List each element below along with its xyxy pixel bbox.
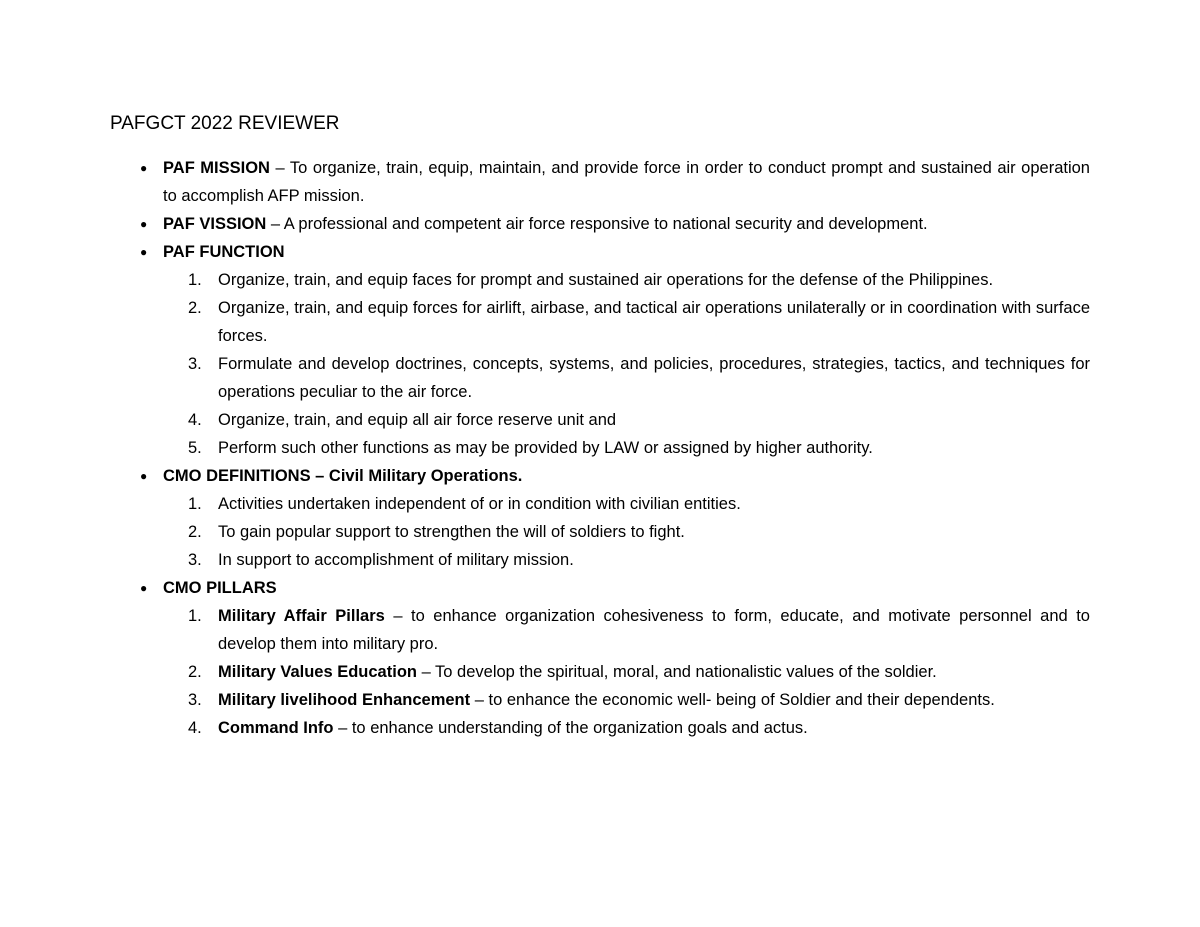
cmo-definitions-term: CMO DEFINITIONS – Civil Military Operations. bbox=[163, 467, 523, 485]
bullet-list bbox=[110, 154, 1090, 742]
list-item: 1. Activities undertaken independent of or in condition with civilian entities. bbox=[188, 495, 741, 513]
list-item: 4. Organize, train, and equip all air force reserve unit and bbox=[188, 411, 617, 429]
bullet-item-vision bbox=[110, 210, 1090, 238]
mission-term: PAF MISSION bbox=[163, 159, 270, 177]
cmo-definitions-list bbox=[163, 490, 1090, 574]
mission-text: – To organize, train, equip, maintain, and provide force in order to conduct prompt and sustained air operation to accomplish AFP mission. bbox=[163, 159, 1090, 205]
list-item: 1. Military Affair Pillars – to enhance organization cohesiveness to form, educate, and motivate personnel and to develop them into military pro. bbox=[188, 607, 1090, 653]
list-item: 2. Organize, train, and equip forces for airlift, airbase, and tactical air operations unilaterally or in coordination with surface forces. bbox=[188, 299, 1090, 345]
document-title: PAFGCT 2022 REVIEWER bbox=[110, 113, 340, 134]
list-item: 5. Perform such other functions as may be provided by LAW or assigned by higher authority. bbox=[188, 439, 873, 457]
bullet-icon: ● bbox=[140, 581, 148, 595]
function-term: PAF FUNCTION bbox=[163, 243, 285, 261]
document-page bbox=[110, 110, 1090, 742]
bullet-icon: ● bbox=[140, 161, 148, 175]
bullet-item-mission bbox=[110, 154, 1090, 210]
list-item: 3. Formulate and develop doctrines, concepts, systems, and policies, procedures, strategies, tactics, and techniques for operations peculiar to the air force. bbox=[188, 355, 1090, 401]
vision-text: – A professional and competent air force responsive to national security and development. bbox=[266, 215, 928, 233]
list-item: 2. Military Values Education – To develop the spiritual, moral, and nationalistic values of the soldier. bbox=[188, 663, 937, 681]
bullet-icon: ● bbox=[140, 245, 148, 259]
list-item: 1. Organize, train, and equip faces for prompt and sustained air operations for the defense of the Philippines. bbox=[188, 271, 994, 289]
cmo-pillars-term: CMO PILLARS bbox=[163, 579, 277, 597]
vision-term: PAF VISSION bbox=[163, 215, 267, 233]
list-item: 3. In support to accomplishment of military mission. bbox=[188, 551, 574, 569]
list-item: 3. Military livelihood Enhancement – to enhance the economic well- being of Soldier and their dependents. bbox=[188, 691, 995, 709]
list-item: 4. Command Info – to enhance understanding of the organization goals and actus. bbox=[188, 719, 808, 737]
cmo-pillars-list bbox=[163, 602, 1090, 742]
list-item: 2. To gain popular support to strengthen the will of soldiers to fight. bbox=[188, 523, 685, 541]
bullet-item-cmo-pillars bbox=[110, 574, 1090, 742]
bullet-icon: ● bbox=[140, 469, 148, 483]
bullet-icon: ● bbox=[140, 217, 148, 231]
bullet-item-function bbox=[110, 238, 1090, 462]
bullet-item-cmo-definitions bbox=[110, 462, 1090, 574]
function-list bbox=[163, 266, 1090, 462]
